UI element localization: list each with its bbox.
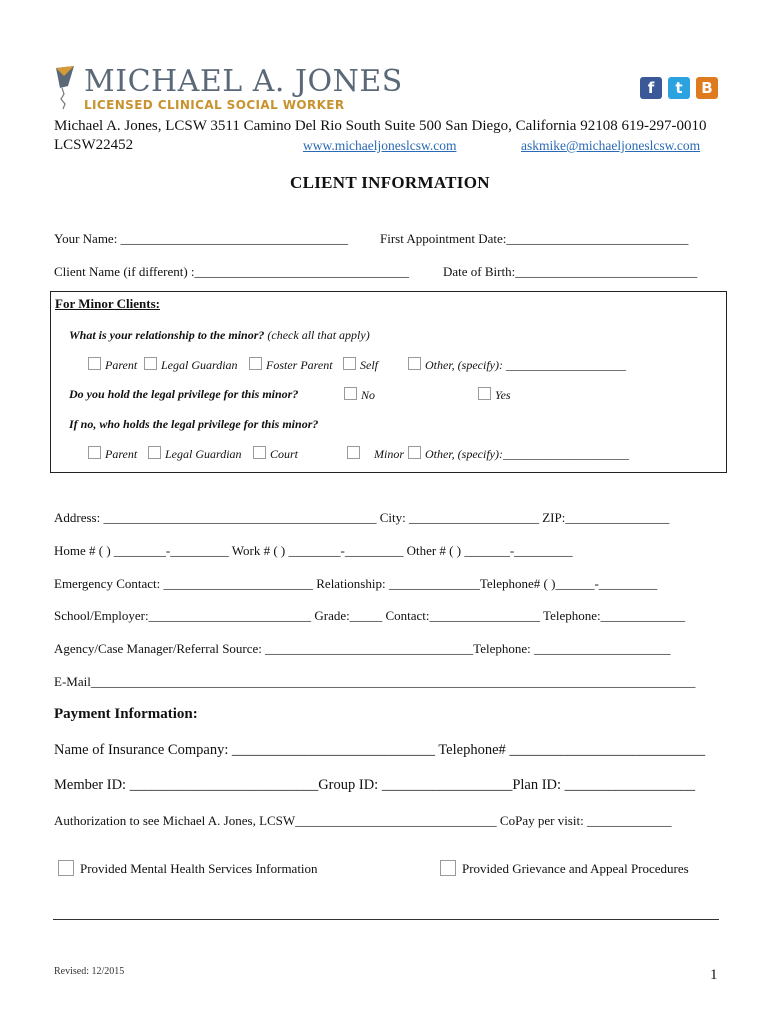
checkbox[interactable] [144,357,157,370]
option-label: Legal Guardian [165,447,242,461]
twitter-icon[interactable]: t [668,77,690,99]
rel-option-foster-parent[interactable] [249,357,333,373]
rel-option-legal-guardian[interactable] [144,357,238,373]
holder-option-legal-guardian[interactable] [148,446,242,462]
checkbox[interactable] [148,446,161,459]
option-label: Self [360,358,378,372]
checkbox[interactable] [249,357,262,370]
holder-option-minor[interactable] [347,446,404,462]
relationship-hint: (check all that apply) [267,328,370,342]
facebook-icon[interactable]: f [640,77,662,99]
license-number: LCSW22452 [54,137,134,153]
address-line: Michael A. Jones, LCSW 3511 Camino Del Rio South Suite 500 San Diego, California 92108 619-297-0010 [54,118,707,134]
phone-fields[interactable]: Home # ( ) ________-_________ Work # ( ) ________-_________ Other # ( ) _______-_________ [54,543,573,558]
option-label: Minor [374,447,404,461]
checkbox[interactable] [58,860,74,876]
checkbox[interactable] [478,387,491,400]
holder-question: If no, who holds the legal privilege for this minor? [69,417,319,431]
option-label: Yes [495,388,511,402]
privilege-question: Do you hold the legal privilege for this minor? [69,387,299,401]
mental-health-info-checkbox[interactable] [58,860,318,877]
your-name-field[interactable]: Your Name: ___________________________________ [54,231,349,246]
page-number: 1 [710,967,718,983]
checkbox[interactable] [347,446,360,459]
brand-subtitle: LICENSED CLINICAL SOCIAL WORKER [84,98,345,112]
holder-option-court[interactable] [253,446,298,462]
page-title: CLIENT INFORMATION [290,173,490,192]
brand-name: MICHAEL A. JONES [84,64,403,99]
checkbox[interactable] [88,446,101,459]
checkbox[interactable] [408,357,421,370]
option-label: No [361,388,376,402]
relationship-question [69,328,370,343]
checkbox[interactable] [343,357,356,370]
option-label: Legal Guardian [161,358,238,372]
minor-heading: For Minor Clients: [55,296,160,311]
website-link[interactable]: www.michaeljoneslcsw.com [303,138,457,153]
checkbox[interactable] [88,357,101,370]
school-employer-field[interactable]: School/Employer:_________________________ Grade:_____ Contact:_________________ Telephone:_____________ [54,608,686,623]
email-link[interactable]: askmike@michaeljoneslcsw.com [521,138,701,153]
client-name-field[interactable]: Client Name (if different) :_________________________________ [54,264,410,279]
checkbox[interactable] [440,860,456,876]
date-of-birth-field[interactable]: Date of Birth:____________________________ [443,264,698,279]
option-label: Court [270,447,299,461]
payment-heading: Payment Information: [54,706,198,722]
agency-field[interactable]: Agency/Case Manager/Referral Source: ________________________________Telephone: _____________________ [54,641,671,656]
relationship-question-text: What is your relationship to the minor? [69,328,265,342]
revised-date: Revised: 12/2015 [54,966,125,977]
checkbox-label: Provided Mental Health Services Information [80,861,318,876]
rel-option-parent[interactable] [88,357,137,373]
emergency-contact-field[interactable]: Emergency Contact: _______________________ Relationship: ______________Telephone# ( )______-_________ [54,576,658,591]
option-label: Other, (specify):_____________________ [425,447,629,461]
option-label: Parent [105,447,138,461]
blogger-icon[interactable]: B [696,77,718,99]
first-appointment-field[interactable]: First Appointment Date:____________________________ [380,231,689,246]
grievance-checkbox[interactable] [440,860,689,877]
logo-kite-icon [54,64,82,110]
checkbox[interactable] [408,446,421,459]
rel-option-other[interactable] [408,357,626,373]
address-field[interactable]: Address: __________________________________________ City: ____________________ ZIP:________________ [54,510,670,525]
checkbox-label: Provided Grievance and Appeal Procedures [462,861,689,876]
authorization-field[interactable]: Authorization to see Michael A. Jones, LCSW_______________________________ CoPay per visit: _____________ [54,813,672,828]
option-label: Foster Parent [266,358,333,372]
member-id-field[interactable]: Member ID: __________________________Group ID: __________________Plan ID: __________________ [54,777,696,793]
checkbox[interactable] [253,446,266,459]
privilege-option-yes[interactable] [478,387,511,403]
rel-option-self[interactable] [343,357,378,373]
insurance-field[interactable]: Name of Insurance Company: ____________________________ Telephone# ___________________________ [54,742,706,758]
email-field[interactable]: E-Mail_____________________________________________________________________________________________ [54,674,696,689]
footer-divider [53,919,719,920]
option-label: Other, (specify): ____________________ [425,358,626,372]
holder-option-other[interactable] [408,446,629,462]
checkbox[interactable] [344,387,357,400]
holder-option-parent[interactable] [88,446,137,462]
privilege-option-no[interactable] [344,387,375,403]
option-label: Parent [105,358,138,372]
